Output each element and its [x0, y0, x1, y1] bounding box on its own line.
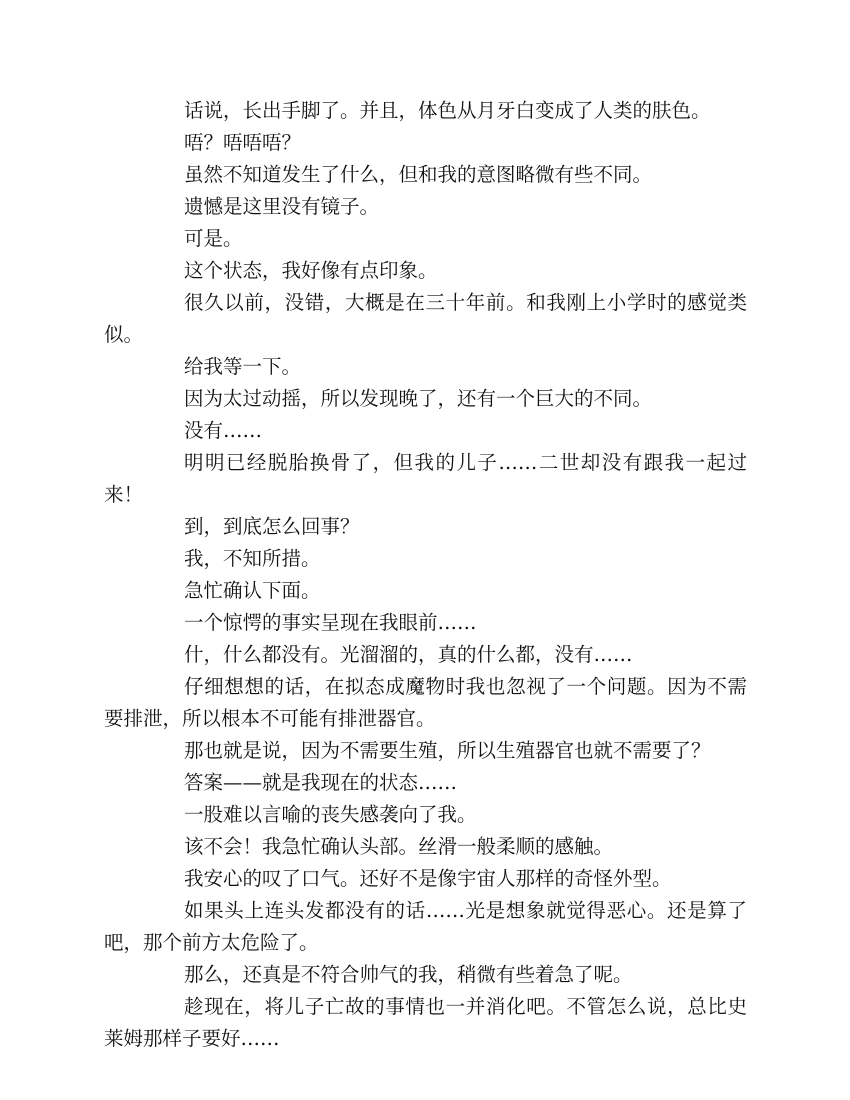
paragraph: 我，不知所措。 [184, 547, 321, 570]
paragraph: 一股难以言喻的丧失感袭向了我。 [184, 803, 477, 826]
paragraph: 一个惊愕的事实呈现在我眼前…… [184, 611, 477, 634]
paragraph: 该不会！我急忙确认头部。丝滑一般柔顺的感触。 [184, 835, 614, 858]
paragraph: 可是。 [184, 227, 243, 250]
paragraph: 仔细想想的话，在拟态成魔物时我也忽视了一个问题。因为不需要排泄，所以根本不可能有排泄器官。 [104, 675, 747, 730]
paragraph: 如果头上连头发都没有的话……光是想象就觉得恶心。还是算了吧，那个前方太危险了。 [104, 899, 747, 954]
paragraph: 虽然不知道发生了什么，但和我的意图略微有些不同。 [184, 163, 653, 186]
paragraph: 这个状态，我好像有点印象。 [184, 259, 438, 282]
paragraph: 那么，还真是不符合帅气的我，稍微有些着急了呢。 [184, 963, 633, 986]
paragraph: 话说，长出手脚了。并且，体色从月牙白变成了人类的肤色。 [184, 99, 711, 122]
paragraph: 给我等一下。 [184, 355, 302, 378]
paragraph: 那也就是说，因为不需要生殖，所以生殖器官也就不需要了？ [184, 739, 711, 762]
paragraph: 趁现在，将儿子亡故的事情也一并消化吧。不管怎么说，总比史莱姆那样子要好…… [104, 995, 747, 1050]
paragraph: 到，到底怎么回事？ [184, 515, 360, 538]
paragraph: 明明已经脱胎换骨了，但我的儿子……二世却没有跟我一起过来！ [104, 451, 747, 506]
document-page [104, 95, 747, 1055]
paragraph: 我安心的叹了口气。还好不是像宇宙人那样的奇怪外型。 [184, 867, 672, 890]
paragraph: 因为太过动摇，所以发现晚了，还有一个巨大的不同。 [184, 387, 653, 410]
paragraph: 唔？唔唔唔？ [184, 131, 302, 154]
paragraph: 什，什么都没有。光溜溜的，真的什么都，没有…… [184, 643, 633, 666]
paragraph: 答案——就是我现在的状态…… [184, 771, 458, 794]
paragraph: 急忙确认下面。 [184, 579, 321, 602]
paragraph: 遗憾是这里没有镜子。 [184, 195, 380, 218]
paragraph: 没有…… [184, 419, 263, 442]
paragraph: 很久以前，没错，大概是在三十年前。和我刚上小学时的感觉类似。 [104, 291, 747, 346]
